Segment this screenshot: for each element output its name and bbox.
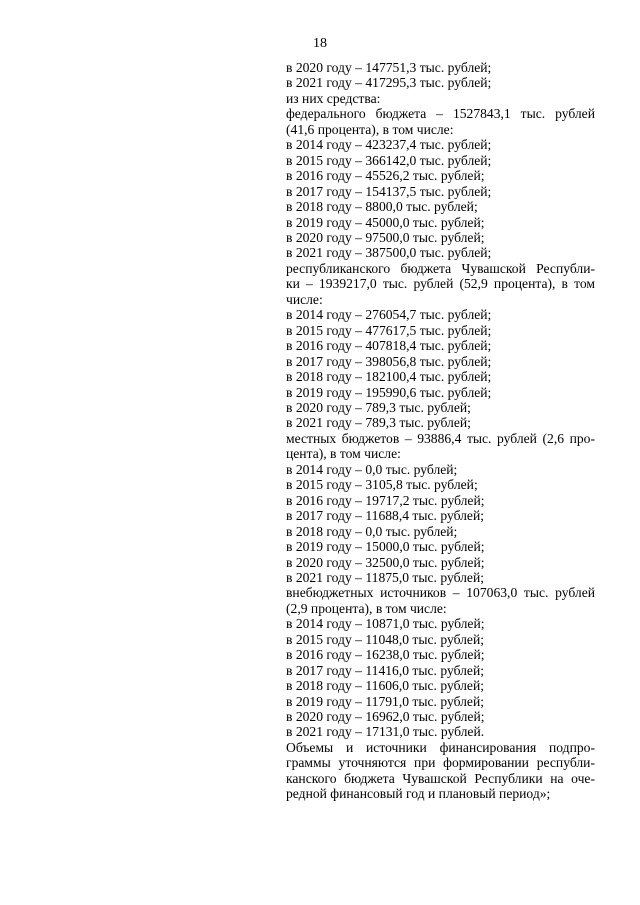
text-line: числе:	[286, 291, 323, 307]
text-line: в 2017 году – 11416,0 тыс. рублей;	[286, 662, 485, 678]
text-line: Объемы и источники финансирования подпро-	[286, 739, 595, 755]
text-line: ки – 1939217,0 тыс. рублей (52,9 процента), в том	[286, 276, 595, 292]
text-line: в 2016 году – 407818,4 тыс. рублей;	[286, 338, 492, 354]
text-line: в 2020 году – 147751,3 тыс. рублей;	[286, 60, 492, 75]
text-line: в 2015 году – 3105,8 тыс. рублей;	[286, 477, 478, 493]
text-line: республиканского бюджета Чувашской Республи-	[286, 260, 595, 276]
text-line: в 2016 году – 16238,0 тыс. рублей;	[286, 647, 485, 663]
text-line: в 2020 году – 32500,0 тыс. рублей;	[286, 554, 485, 570]
text-line: в 2014 году – 276054,7 тыс. рублей;	[286, 307, 492, 323]
text-line: в 2019 году – 11791,0 тыс. рублей;	[286, 693, 485, 709]
text-line: в 2018 году – 0,0 тыс. рублей;	[286, 523, 458, 539]
text-line: редной финансовый год и плановый период»;	[286, 786, 551, 802]
text-line: в 2019 году – 45000,0 тыс. рублей;	[286, 214, 485, 230]
text-line: в 2014 году – 423237,4 тыс. рублей;	[286, 137, 492, 153]
text-line: в 2014 году – 10871,0 тыс. рублей;	[286, 616, 485, 632]
text-line: в 2020 году – 97500,0 тыс. рублей;	[286, 229, 485, 245]
text-line: из них средства:	[286, 90, 381, 106]
text-line: в 2015 году – 366142,0 тыс. рублей;	[286, 152, 492, 168]
text-line: в 2021 году – 11875,0 тыс. рублей;	[286, 569, 485, 585]
text-line: в 2019 году – 15000,0 тыс. рублей;	[286, 539, 485, 555]
text-line: в 2018 году – 8800,0 тыс. рублей;	[286, 199, 478, 215]
text-line: в 2019 году – 195990,6 тыс. рублей;	[286, 384, 492, 400]
text-line: в 2015 году – 477617,5 тыс. рублей;	[286, 322, 492, 338]
text-line: в 2017 году – 398056,8 тыс. рублей;	[286, 353, 492, 369]
text-line: внебюджетных источников – 107063,0 тыс. рублей	[286, 585, 595, 601]
page-number: 18	[313, 36, 327, 51]
text-line: в 2021 году – 17131,0 тыс. рублей.	[286, 724, 485, 740]
text-line: (2,9 процента), в том числе:	[286, 600, 447, 616]
text-line: в 2018 году – 182100,4 тыс. рублей;	[286, 369, 492, 385]
text-line: в 2016 году – 19717,2 тыс. рублей;	[286, 492, 485, 508]
text-line: федерального бюджета – 1527843,1 тыс. рублей	[286, 106, 595, 122]
text-line: в 2021 году – 387500,0 тыс. рублей;	[286, 245, 492, 261]
text-line: в 2020 году – 789,3 тыс. рублей;	[286, 399, 471, 415]
text-line: в 2016 году – 45526,2 тыс. рублей;	[286, 168, 485, 184]
text-line: в 2015 году – 11048,0 тыс. рублей;	[286, 631, 485, 647]
text-line: местных бюджетов – 93886,4 тыс. рублей (2,6 про-	[286, 430, 595, 446]
text-line: в 2018 году – 11606,0 тыс. рублей;	[286, 678, 485, 694]
text-line: в 2020 году – 16962,0 тыс. рублей;	[286, 709, 485, 725]
text-line: в 2017 году – 154137,5 тыс. рублей;	[286, 183, 492, 199]
text-line: в 2021 году – 789,3 тыс. рублей;	[286, 415, 471, 431]
text-line: (41,6 процента), в том числе:	[286, 121, 454, 137]
text-line: в 2017 году – 11688,4 тыс. рублей;	[286, 508, 485, 524]
text-line: цента), в том числе:	[286, 446, 401, 462]
text-line: в 2021 году – 417295,3 тыс. рублей;	[286, 75, 492, 91]
text-line: канского бюджета Чувашской Республики на оче-	[286, 770, 595, 786]
financing-text-column	[286, 60, 595, 802]
text-line: в 2014 году – 0,0 тыс. рублей;	[286, 461, 458, 477]
text-line: граммы уточняются при формировании республи-	[286, 755, 595, 771]
